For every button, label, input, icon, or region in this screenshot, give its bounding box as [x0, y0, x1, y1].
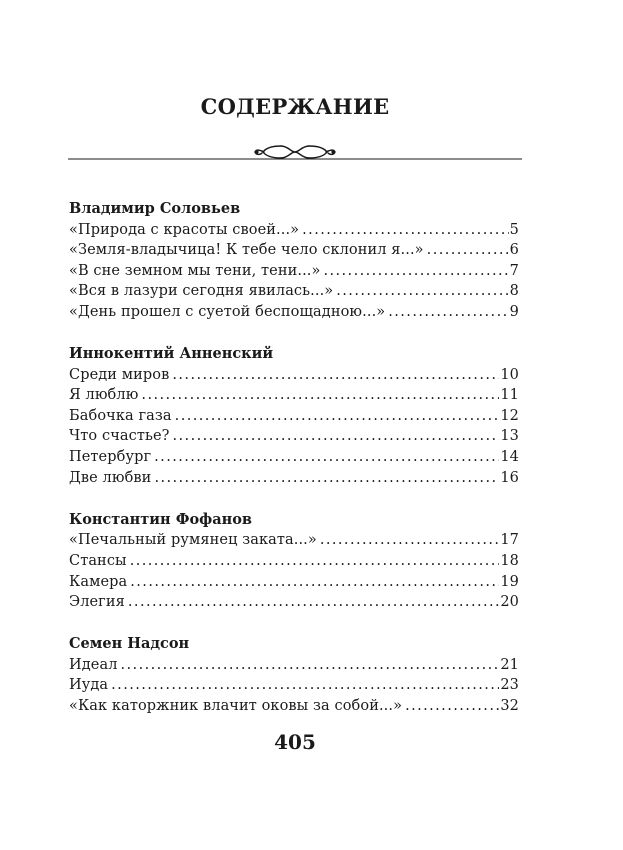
toc-section-annensky: [69, 344, 519, 488]
dot-leader: [323, 261, 508, 282]
toc-entry: [69, 572, 519, 593]
entry-page-number: 5: [509, 221, 519, 238]
toc-entry: [69, 240, 519, 261]
section-author: Семен Надсон: [69, 635, 190, 653]
entry-title: «День прошел с суетой беспощадною...»: [69, 303, 386, 320]
toc-entry: [69, 551, 519, 572]
entry-title: Петербург: [69, 449, 152, 466]
dot-leader: [173, 426, 500, 447]
dot-leader: [141, 385, 499, 406]
entry-page-number: 23: [500, 677, 519, 694]
entry-title: Бабочка газа: [69, 407, 172, 424]
toc-entry: [69, 675, 519, 696]
toc-entry: [69, 302, 519, 323]
flourish-icon: [255, 146, 335, 158]
toc-entry: [69, 530, 519, 551]
toc-entry: [69, 592, 519, 613]
entry-page-number: 8: [509, 283, 519, 300]
section-author: Константин Фофанов: [69, 510, 252, 528]
entry-title: Две любви: [69, 469, 152, 486]
entry-page-number: 14: [500, 449, 519, 466]
entry-page-number: 6: [509, 242, 519, 259]
entry-title: Стансы: [69, 552, 127, 569]
toc-entry: [69, 426, 519, 447]
flourish-dot-right: [331, 150, 334, 153]
entry-page-number: 19: [500, 573, 519, 590]
entry-title: «В сне земном мы тени, тени...»: [69, 262, 321, 279]
entry-title: Элегия: [69, 594, 125, 611]
entry-title: Среди миров: [69, 366, 170, 383]
section-author: Иннокентий Анненский: [69, 345, 274, 363]
toc-entry: [69, 696, 519, 717]
dot-leader: [336, 281, 508, 302]
page-number: 405: [274, 730, 316, 754]
entry-page-number: 12: [500, 407, 519, 424]
dot-leader: [172, 365, 499, 386]
toc-section-soloviev: [69, 199, 519, 323]
entry-page-number: 7: [509, 262, 519, 279]
entry-title: «Печальный румянец заката...»: [69, 532, 317, 549]
dot-leader: [130, 572, 499, 593]
toc-entry: [69, 220, 519, 241]
entry-title: «Природа с красоты своей...»: [69, 221, 300, 238]
ornamental-divider: [68, 140, 522, 166]
entry-title: «Как каторжник влачит оковы за собой...»: [69, 697, 403, 714]
toc-entry: [69, 406, 519, 427]
entry-page-number: 9: [509, 303, 519, 320]
entry-page-number: 17: [500, 532, 519, 549]
page-title: СОДЕРЖАНИЕ: [200, 94, 390, 119]
dot-leader: [302, 220, 509, 241]
dot-leader: [175, 406, 500, 427]
toc-entry: [69, 385, 519, 406]
entry-page-number: 20: [500, 594, 519, 611]
toc-entry: [69, 281, 519, 302]
entry-page-number: 21: [500, 656, 519, 673]
dot-leader: [154, 447, 499, 468]
entry-page-number: 18: [500, 552, 519, 569]
toc-section-fofanov: [69, 510, 519, 613]
entry-page-number: 10: [500, 366, 519, 383]
toc-entry: [69, 447, 519, 468]
flourish-dot-left: [255, 150, 258, 153]
entry-title: «Земля-владычица! К тебе чело склонил я...»: [69, 242, 424, 259]
toc-section-nadson: [69, 634, 519, 716]
entry-title: Я люблю: [69, 387, 139, 404]
dot-leader: [130, 551, 500, 572]
entry-title: Иуда: [69, 677, 109, 694]
dot-leader: [388, 302, 508, 323]
dot-leader: [320, 530, 499, 551]
dot-leader: [154, 468, 499, 489]
toc-entry: [69, 468, 519, 489]
table-of-contents: [69, 199, 519, 738]
entry-page-number: 16: [500, 469, 519, 486]
entry-page-number: 32: [500, 697, 519, 714]
toc-entry: [69, 365, 519, 386]
dot-leader: [121, 655, 500, 676]
entry-title: Что счастье?: [69, 428, 170, 445]
toc-entry: [69, 261, 519, 282]
section-author: Владимир Соловьев: [69, 200, 241, 217]
dot-leader: [405, 696, 499, 717]
entry-title: «Вся в лазури сегодня явилась...»: [69, 283, 334, 300]
entry-page-number: 13: [500, 428, 519, 445]
toc-entry: [69, 655, 519, 676]
dot-leader: [128, 592, 499, 613]
entry-page-number: 11: [500, 387, 519, 404]
dot-leader: [427, 240, 509, 261]
dot-leader: [111, 675, 499, 696]
entry-title: Идеал: [69, 656, 118, 673]
entry-title: Камера: [69, 573, 128, 590]
